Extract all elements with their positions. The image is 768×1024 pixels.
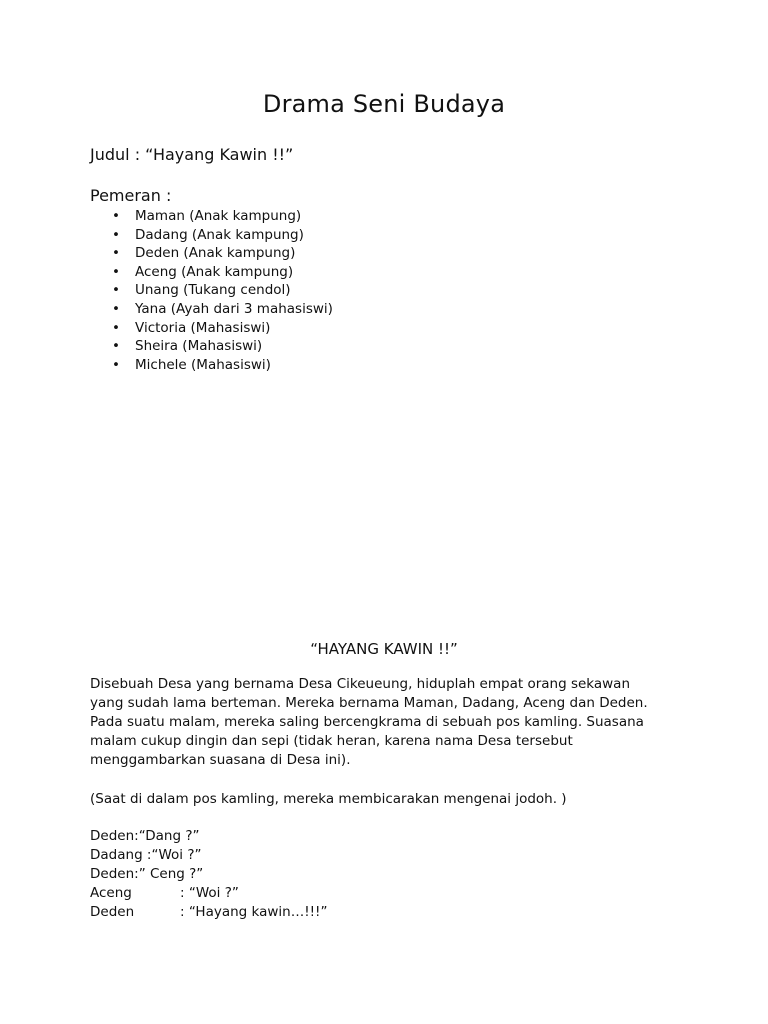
pemeran-heading: Pemeran :: [90, 186, 172, 205]
dialogue-text: “Dang ?”: [138, 828, 200, 844]
dialogue-text: ” Ceng ?”: [138, 866, 204, 882]
paragraph-line: menggambarkan suasana di Desa ini).: [90, 752, 351, 768]
paragraph-line: yang sudah lama berteman. Mereka bernama Maman, Dadang, Aceng dan Deden.: [90, 695, 648, 711]
cast-item: • Unang (Tukang cendol): [90, 281, 333, 300]
cast-item: • Sheira (Mahasiswi): [90, 337, 333, 356]
dialogue-text: : “Woi ?”: [180, 885, 239, 901]
dialogue-text: “Woi ?”: [151, 847, 202, 863]
paragraph-line: malam cukup dingin dan sepi (tidak heran, karena nama Desa tersebut: [90, 733, 573, 749]
dialogue-line: [90, 903, 327, 922]
cast-item: • Michele (Mahasiswi): [90, 356, 333, 375]
dialogue-speaker: Dadang :: [90, 847, 152, 863]
intro-paragraph: [90, 675, 690, 770]
dialogue-line: [90, 884, 327, 903]
dialogue-line: [90, 827, 327, 846]
cast-item: • Yana (Ayah dari 3 mahasiswi): [90, 300, 333, 319]
cast-item: • Victoria (Mahasiswi): [90, 319, 333, 338]
cast-list: [90, 207, 333, 374]
dialogue-speaker: Aceng: [90, 885, 132, 901]
dialogue-block: [90, 827, 327, 922]
dialogue-speaker: Deden: [90, 904, 135, 920]
paragraph-line: Pada suatu malam, mereka saling bercengkrama di sebuah pos kamling. Suasana: [90, 714, 644, 730]
dialogue-speaker: Deden:: [90, 828, 139, 844]
cast-item: • Maman (Anak kampung): [90, 207, 333, 226]
judul-line: Judul : “Hayang Kawin !!”: [90, 145, 294, 164]
cast-item: • Deden (Anak kampung): [90, 244, 333, 263]
cast-item: • Dadang (Anak kampung): [90, 226, 333, 245]
dialogue-text: : “Hayang kawin…!!!”: [180, 904, 328, 920]
stage-direction: (Saat di dalam pos kamling, mereka membicarakan mengenai jodoh. ): [90, 791, 567, 807]
dialogue-speaker: Deden:: [90, 866, 139, 882]
story-title: “HAYANG KAWIN !!”: [310, 640, 458, 658]
paragraph-line: Disebuah Desa yang bernama Desa Cikeueung, hiduplah empat orang sekawan: [90, 676, 630, 692]
dialogue-line: [90, 865, 327, 884]
document-title: Drama Seni Budaya: [262, 90, 506, 118]
dialogue-line: [90, 846, 327, 865]
cast-item: • Aceng (Anak kampung): [90, 263, 333, 282]
